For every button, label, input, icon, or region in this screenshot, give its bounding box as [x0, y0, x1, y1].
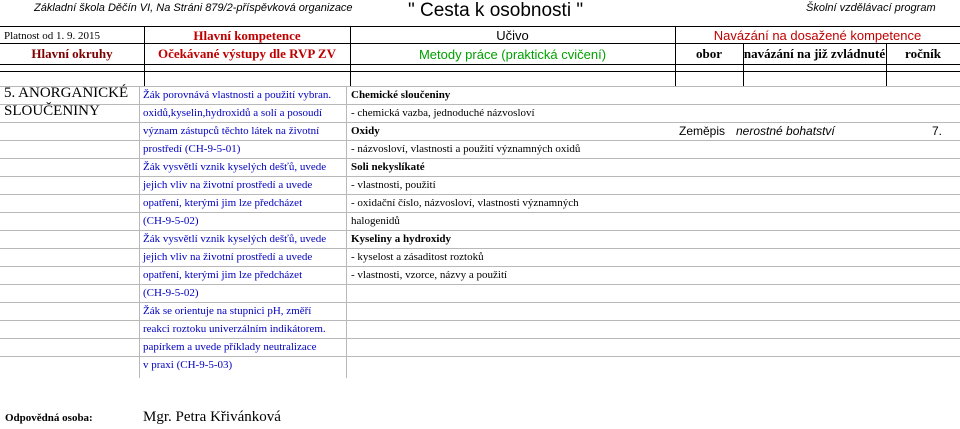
expected-output-line: reakci roztoku univerzálním indikátorem.: [143, 323, 326, 335]
work-methods-header: Metody práce (praktická cvičení): [418, 46, 607, 62]
program-title: " Cesta k osobnosti ": [408, 0, 584, 21]
content-grid: [0, 86, 960, 378]
expected-output-line: Žák vysvětlí vznik kyselých dešťů, uvede: [143, 233, 327, 245]
field-header: obor: [696, 46, 722, 61]
responsible-label: Odpovědná osoba:: [5, 412, 93, 424]
curriculum-line: - vlastnosti, vzorce, názvy a použití: [351, 269, 508, 281]
curriculum-line: Kyseliny a hydroxidy: [351, 233, 452, 245]
curriculum-header: Učivo: [496, 28, 529, 43]
expected-output-line: význam zástupců těchto látek na životní: [143, 125, 320, 137]
header-row-1: [0, 26, 960, 44]
topic-line-1: 5. ANORGANICKÉ: [4, 85, 129, 101]
expected-output-line: jejich vliv na životní prostředí a uvede: [143, 179, 313, 191]
link-mastered: nerostné bohatství: [736, 124, 835, 138]
curriculum-line: Oxidy: [351, 125, 380, 137]
expected-output-line: Žák vysvětlí vznik kyselých dešťů, uvede: [143, 161, 327, 173]
curriculum-line: Chemické sloučeniny: [351, 89, 451, 101]
curriculum-line: Soli nekyslíkaté: [351, 161, 425, 173]
key-competence-header: Hlavní kompetence: [193, 27, 301, 43]
expected-output-line: opatření, kterými jim lze předcházet: [143, 269, 303, 281]
expected-output-line: oxidů,kyselin,hydroxidů a solí a posoudí: [143, 107, 323, 119]
expected-output-line: (CH-9-5-02): [143, 287, 199, 299]
curriculum-line: - vlastnosti, použití: [351, 179, 436, 191]
curriculum-line: - chemická vazba, jednoduché názvosloví: [351, 107, 535, 119]
expected-outputs-header: Očekávané výstupy dle RVP ZV: [158, 46, 336, 61]
curriculum-line: - oxidační číslo, názvosloví, vlastnosti významných: [351, 197, 579, 209]
responsible-person: Mgr. Petra Křivánková: [143, 409, 281, 425]
expected-output-line: opatření, kterými jim lze předcházet: [143, 197, 303, 209]
program-type: Školní vzdělávací program: [806, 2, 936, 14]
expected-output-line: prostředí (CH-9-5-01): [143, 143, 241, 155]
expected-output-line: papírkem a uvede příklady neutralizace: [143, 341, 317, 353]
curriculum-line: - kyselost a zásaditost roztoků: [351, 251, 484, 263]
linking-header: Navázání na dosažené kompetence: [713, 28, 922, 43]
expected-output-line: (CH-9-5-02): [143, 215, 199, 227]
link-grade: 7.: [932, 124, 943, 138]
expected-output-line: Žák porovnává vlastnosti a použití vybran.: [143, 89, 332, 101]
header-row-2: [0, 43, 960, 65]
grade-header: ročník: [905, 46, 941, 61]
link-mastered-header: navázání na již zvládnuté: [743, 46, 886, 61]
main-areas-header: Hlavní okruhy: [31, 46, 113, 61]
topic-line-2: SLOUČENINY: [4, 103, 100, 119]
school-name: Základní škola Děčín VI, Na Stráni 879/2-příspěvková organizace: [34, 2, 353, 14]
expected-output-line: v praxi (CH-9-5-03): [143, 359, 233, 371]
curriculum-line: - názvosloví, vlastnosti a použití významných oxidů: [351, 143, 581, 155]
expected-output-line: jejich vliv na životní prostředí a uvede: [143, 251, 313, 263]
curriculum-line: halogenidů: [351, 215, 400, 227]
link-field: Zeměpis: [679, 124, 726, 138]
expected-output-line: Žák se orientuje na stupnici pH, změří: [143, 305, 312, 317]
validity-date: Platnost od 1. 9. 2015: [4, 29, 100, 42]
